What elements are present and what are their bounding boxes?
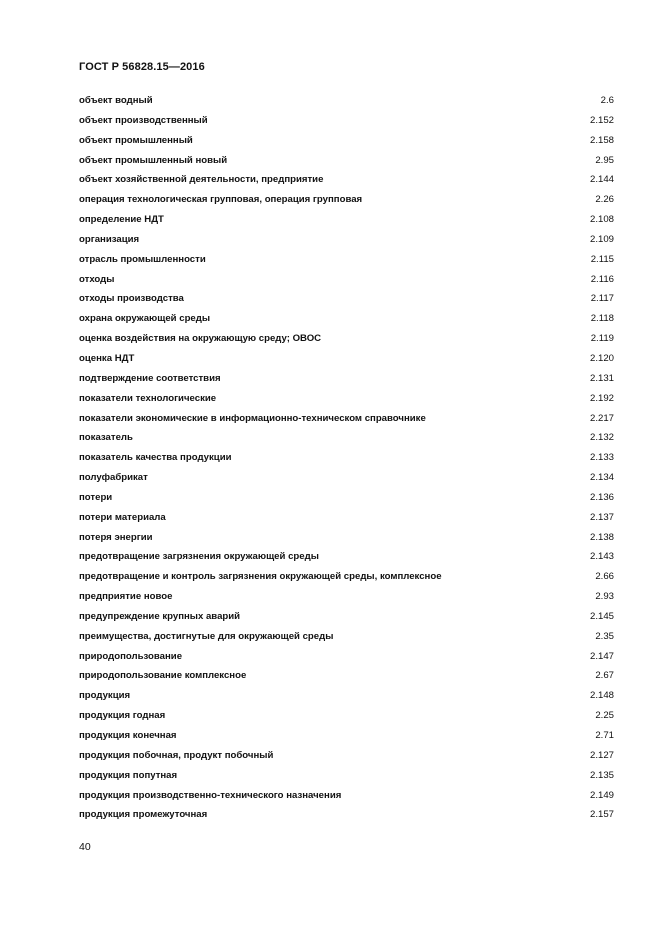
index-ref: 2.109 [589, 233, 614, 245]
index-entry [79, 373, 614, 393]
index-entry [79, 293, 614, 313]
index-entry [79, 413, 614, 433]
index-entry [79, 690, 614, 710]
index-term: объект хозяйственной деятельности, предприятие [79, 174, 324, 186]
index-ref: 2.192 [589, 392, 614, 404]
index-term: отрасль промышленности [79, 253, 206, 265]
index-term: предприятие новое [79, 591, 173, 603]
index-ref: 2.137 [589, 511, 614, 523]
index-ref: 2.147 [589, 650, 614, 662]
index-entry [79, 670, 614, 690]
index-entry [79, 730, 614, 750]
index-entry [79, 234, 614, 254]
index-term: потери [79, 491, 113, 503]
index-entry [79, 115, 614, 135]
index-entry [79, 651, 614, 671]
index-entry [79, 95, 614, 115]
index-entry [79, 472, 614, 492]
index-ref: 2.93 [595, 591, 614, 603]
index-entry [79, 551, 614, 571]
index-term: потери материала [79, 511, 166, 523]
index-term: предотвращение и контроль загрязнения окружающей среды, комплексное [79, 571, 442, 583]
term-index [79, 95, 614, 829]
index-ref: 2.131 [589, 372, 614, 384]
index-entry [79, 432, 614, 452]
index-ref: 2.133 [589, 452, 614, 464]
index-ref: 2.118 [590, 313, 614, 325]
index-ref: 2.119 [590, 333, 614, 345]
index-entry [79, 174, 614, 194]
index-ref: 2.108 [589, 214, 614, 226]
index-term: объект производственный [79, 114, 208, 126]
index-term: объект промышленный новый [79, 154, 228, 166]
index-term: продукция производственно-технического назначения [79, 789, 342, 801]
index-term: показатели экономические в информационно-техническом справочнике [79, 412, 426, 424]
index-term: подтверждение соответствия [79, 372, 221, 384]
index-term: полуфабрикат [79, 472, 148, 484]
index-term: продукция годная [79, 710, 166, 722]
index-ref: 2.158 [589, 134, 614, 146]
index-entry [79, 492, 614, 512]
index-entry [79, 631, 614, 651]
index-ref: 2.134 [589, 472, 614, 484]
index-term: объект промышленный [79, 134, 193, 146]
index-ref: 2.117 [590, 293, 614, 305]
document-header: ГОСТ Р 56828.15—2016 [79, 61, 205, 73]
index-entry [79, 353, 614, 373]
index-entry [79, 194, 614, 214]
index-entry [79, 333, 614, 353]
index-ref: 2.136 [589, 491, 614, 503]
index-entry [79, 313, 614, 333]
index-entry [79, 591, 614, 611]
index-ref: 2.6 [600, 95, 614, 106]
index-ref: 2.138 [589, 531, 614, 543]
index-ref: 2.135 [589, 769, 614, 781]
index-ref: 2.35 [595, 630, 614, 642]
page-number: 40 [79, 841, 91, 853]
index-term: продукция конечная [79, 730, 177, 741]
index-term: организация [79, 233, 140, 245]
index-ref: 2.66 [595, 571, 614, 583]
index-term: отходы [79, 273, 115, 285]
index-ref: 2.95 [595, 154, 614, 166]
index-entry [79, 750, 614, 770]
index-term: предупреждение крупных аварий [79, 610, 241, 622]
index-ref: 2.149 [589, 789, 614, 801]
index-ref: 2.145 [589, 610, 614, 622]
index-term: потеря энергии [79, 531, 153, 543]
index-term: показатель [79, 432, 133, 444]
index-entry [79, 512, 614, 532]
index-ref: 2.148 [589, 690, 614, 702]
index-term: определение НДТ [79, 214, 164, 226]
index-term: операция технологическая групповая, операция групповая [79, 194, 363, 206]
index-term: показатели технологические [79, 392, 217, 404]
index-term: оценка воздействия на окружающую среду; ОВОС [79, 333, 322, 345]
index-entry [79, 611, 614, 631]
index-entry [79, 135, 614, 155]
index-ref: 2.217 [589, 412, 614, 424]
index-term: продукция побочная, продукт побочный [79, 749, 274, 761]
index-term: продукция промежуточная [79, 809, 208, 821]
index-ref: 2.25 [595, 710, 614, 722]
index-entry [79, 809, 614, 829]
index-entry [79, 571, 614, 591]
index-ref: 2.127 [589, 749, 614, 761]
index-entry [79, 532, 614, 552]
index-term: природопользование комплексное [79, 670, 247, 682]
index-ref: 2.120 [589, 352, 614, 364]
index-entry [79, 254, 614, 274]
index-term: оценка НДТ [79, 352, 135, 364]
index-ref: 2.26 [595, 194, 614, 206]
index-ref: 2.132 [589, 432, 614, 444]
index-ref: 2.144 [589, 174, 614, 186]
index-ref: 2.116 [590, 273, 614, 285]
index-term: продукция попутная [79, 769, 178, 781]
index-term: отходы производства [79, 293, 184, 305]
index-ref: 2.152 [589, 114, 614, 126]
index-term: предотвращение загрязнения окружающей среды [79, 551, 319, 563]
index-entry [79, 214, 614, 234]
index-entry [79, 274, 614, 294]
index-ref: 2.157 [589, 809, 614, 821]
index-ref: 2.67 [595, 670, 614, 682]
index-entry [79, 452, 614, 472]
index-ref: 2.71 [595, 730, 614, 741]
index-ref: 2.115 [590, 253, 614, 265]
index-term: объект водный [79, 95, 153, 106]
index-term: охрана окружающей среды [79, 313, 211, 325]
index-entry [79, 155, 614, 175]
index-entry [79, 393, 614, 413]
index-entry [79, 770, 614, 790]
index-term: продукция [79, 690, 131, 702]
index-entry [79, 790, 614, 810]
index-term: природопользование [79, 650, 183, 662]
index-entry [79, 710, 614, 730]
index-ref: 2.143 [589, 551, 614, 563]
index-term: преимущества, достигнутые для окружающей среды [79, 630, 334, 642]
index-term: показатель качества продукции [79, 452, 232, 464]
